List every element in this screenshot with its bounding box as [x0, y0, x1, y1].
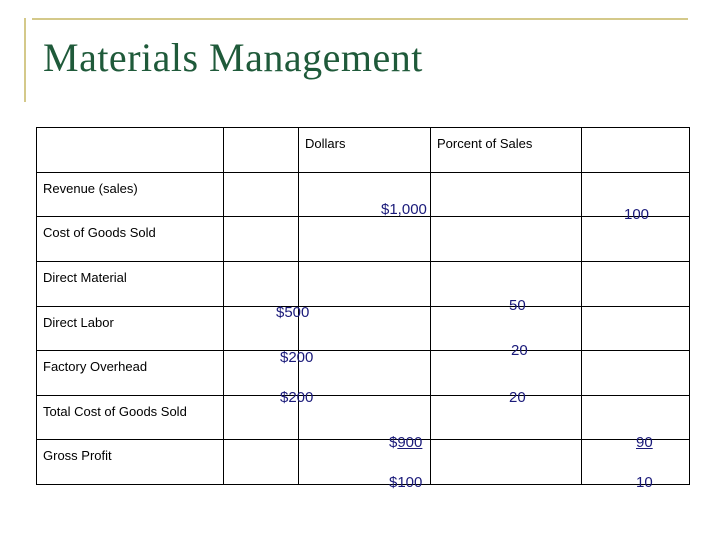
labor-dollars-value: $200: [280, 349, 314, 366]
table-cell: [224, 440, 299, 485]
header-cell-blank-1: [37, 128, 224, 173]
table-cell: [431, 306, 582, 351]
table-cell: [224, 172, 299, 217]
total-cogs-dollar-sign: $: [389, 434, 398, 451]
table-cell: [299, 306, 431, 351]
table-cell: [431, 217, 582, 262]
row-label-total-cogs: Total Cost of Goods Sold: [37, 395, 224, 440]
table-cell: [224, 217, 299, 262]
table-cell: [299, 351, 431, 396]
material-percent-value: 50: [509, 297, 526, 314]
gross-profit-percent-value: 10: [636, 474, 653, 491]
slide-title: Materials Management: [43, 35, 423, 80]
accent-rule-horizontal: [32, 18, 688, 20]
overhead-dollars-value: $200: [280, 389, 314, 406]
overhead-percent-value: 20: [509, 389, 526, 406]
table-cell: [582, 217, 690, 262]
row-label-gross-profit: Gross Profit: [37, 440, 224, 485]
table-cell: [431, 395, 582, 440]
table-row: [37, 172, 690, 217]
header-percent-of-sales: Porcent of Sales: [431, 128, 582, 173]
table-cell: [431, 440, 582, 485]
revenue-percent-value: 100: [624, 206, 650, 223]
row-label-direct-material: Direct Material: [37, 261, 224, 306]
header-dollars: Dollars: [299, 128, 431, 173]
row-label-factory-overhead: Factory Overhead: [37, 351, 224, 396]
table-cell: [582, 306, 690, 351]
row-label-cogs: Cost of Goods Sold: [37, 217, 224, 262]
table-header-row: [37, 128, 690, 173]
total-cogs-dollar-amount: 900: [397, 434, 423, 451]
table-row: [37, 306, 690, 351]
total-cogs-dollars-value: [389, 434, 422, 451]
table-cell: [582, 351, 690, 396]
material-dollars-value: $500: [276, 304, 310, 321]
table-cell: [431, 172, 582, 217]
revenue-dollars-value: $1,000: [381, 201, 427, 218]
cost-table: [36, 127, 690, 485]
table-row: [37, 351, 690, 396]
table-cell: [299, 261, 431, 306]
accent-rule-vertical: [24, 18, 26, 102]
table-row: [37, 440, 690, 485]
row-label-direct-labor: Direct Labor: [37, 306, 224, 351]
table-cell: [431, 351, 582, 396]
table-row: [37, 217, 690, 262]
total-cogs-percent-value: 90: [636, 434, 653, 451]
labor-percent-value: 20: [511, 342, 528, 359]
header-cell-blank-3: [582, 128, 690, 173]
table-cell: [582, 261, 690, 306]
table-cell: [224, 261, 299, 306]
table-cell: [299, 217, 431, 262]
header-cell-blank-2: [224, 128, 299, 173]
table-row: [37, 395, 690, 440]
table-row: [37, 261, 690, 306]
row-label-revenue: Revenue (sales): [37, 172, 224, 217]
gross-profit-dollars-value: $100: [389, 474, 423, 491]
table-cell: [431, 261, 582, 306]
